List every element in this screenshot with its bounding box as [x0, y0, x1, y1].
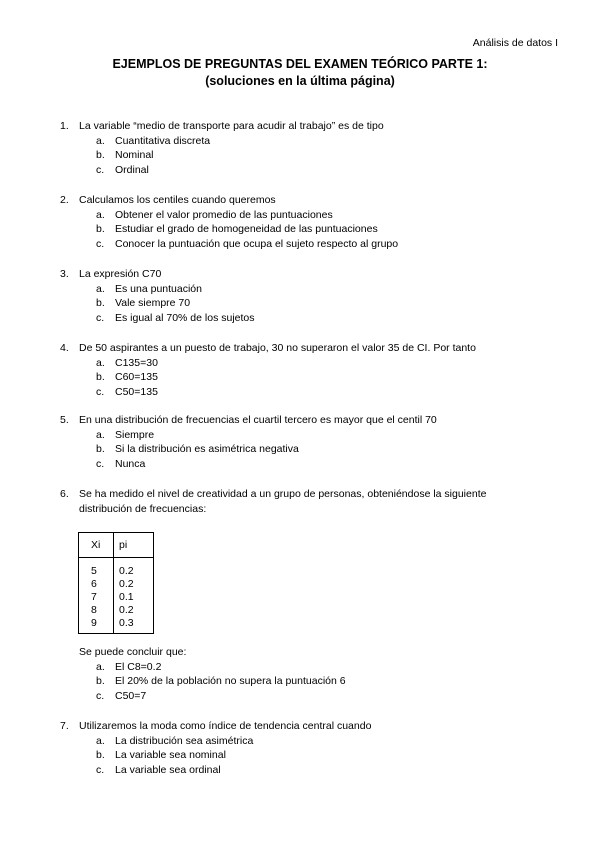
question-number: 1.	[60, 120, 69, 132]
option-c: c. La variable sea ordinal	[96, 763, 221, 776]
question-text: De 50 aspirantes a un puesto de trabajo, 30 no superaron el valor 35 de CI. Por tanto	[79, 342, 476, 354]
course-header: Análisis de datos I	[472, 37, 558, 49]
option-a: a. C135=30	[96, 356, 158, 369]
question-4	[60, 341, 564, 399]
question-text-continued: distribución de frecuencias:	[79, 502, 207, 515]
option-a: a. Siempre	[96, 428, 155, 441]
question-number: 3.	[60, 268, 69, 280]
pi-column	[114, 558, 154, 634]
question-6	[60, 487, 564, 516]
xi-value: 8	[91, 604, 97, 616]
question-7	[60, 719, 564, 777]
option-a: a. La distribución sea asimétrica	[96, 734, 254, 747]
question-text: En una distribución de frecuencias el cuartil tercero es mayor que el centil 70	[79, 414, 437, 426]
option-b: b. Nominal	[96, 149, 154, 161]
pi-value: 0.2	[119, 565, 134, 577]
question-number: 4.	[60, 342, 69, 354]
option-c: c. C50=7	[96, 689, 147, 702]
page-title: EJEMPLOS DE PREGUNTAS DEL EXAMEN TEÓRICO PARTE 1:	[112, 57, 488, 71]
question-text: La variable “medio de transporte para acudir al trabajo” es de tipo	[79, 120, 384, 132]
question-5	[60, 413, 564, 471]
page-subtitle: (soluciones en la última página)	[205, 74, 395, 88]
pi-value: 0.1	[119, 591, 134, 603]
option-b: b. Estudiar el grado de homogeneidad de las puntuaciones	[96, 223, 378, 235]
pi-value: 0.2	[119, 604, 134, 616]
option-a: a. Cuantitativa discreta	[96, 134, 211, 147]
question-number: 5.	[60, 414, 69, 426]
option-c: c. C50=135	[96, 385, 158, 398]
question-6-options	[60, 645, 564, 703]
option-b: b. Si la distribución es asimétrica negativa	[96, 443, 299, 455]
xi-value: 5	[91, 565, 97, 577]
pi-value: 0.2	[119, 578, 134, 590]
frequency-table	[78, 532, 154, 634]
question-3	[60, 267, 564, 325]
table-header-xi: Xi	[79, 533, 114, 558]
conclusion-prompt: Se puede concluir que:	[79, 646, 187, 658]
table-header-pi: pi	[114, 533, 154, 558]
option-c: c. Nunca	[96, 457, 146, 470]
question-text: La expresión C70	[79, 268, 162, 280]
question-text: Utilizaremos la moda como índice de tendencia central cuando	[79, 720, 372, 732]
question-number: 6.	[60, 488, 69, 500]
question-number: 2.	[60, 194, 69, 206]
option-a: a. El C8=0.2	[96, 660, 162, 673]
option-c: c. Conocer la puntuación que ocupa el sujeto respecto al grupo	[96, 237, 399, 250]
question-text: Se ha medido el nivel de creatividad a un grupo de personas, obteniéndose la siguiente	[79, 488, 487, 500]
option-b: b. La variable sea nominal	[96, 749, 226, 761]
option-a: a. Obtener el valor promedio de las puntuaciones	[96, 208, 333, 221]
option-c: c. Ordinal	[96, 163, 149, 176]
option-c: c. Es igual al 70% de los sujetos	[96, 311, 255, 324]
option-a: a. Es una puntuación	[96, 282, 202, 295]
option-b: b. C60=135	[96, 371, 158, 383]
question-2	[60, 193, 564, 251]
xi-value: 9	[91, 617, 97, 629]
question-1	[60, 119, 564, 177]
question-text: Calculamos los centiles cuando queremos	[79, 194, 276, 206]
xi-value: 6	[91, 578, 97, 590]
xi-column	[79, 558, 114, 634]
question-number: 7.	[60, 720, 69, 732]
option-b: b. El 20% de la población no supera la puntuación 6	[96, 675, 346, 687]
xi-value: 7	[91, 591, 97, 603]
pi-value: 0.3	[119, 617, 134, 629]
option-b: b. Vale siempre 70	[96, 297, 191, 309]
